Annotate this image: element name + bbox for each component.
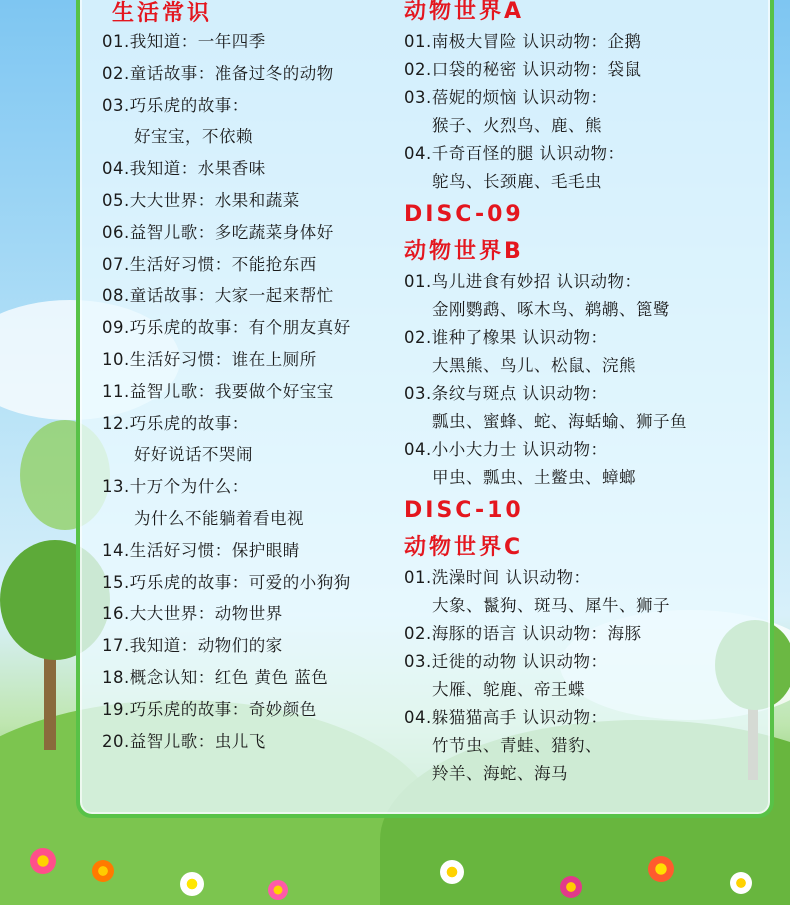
list-item: 07.生活好习惯：不能抢东西 <box>102 254 317 274</box>
list-item: 02.海豚的语言 认识动物：海豚 <box>404 624 642 643</box>
list-item: 01.鸟儿进食有妙招 认识动物： <box>404 272 642 291</box>
disc-header: DISC-09 <box>404 202 524 227</box>
section-header: 动物世界B <box>404 239 524 264</box>
list-item: 16.大大世界：动物世界 <box>102 604 283 624</box>
list-item: 04.小小大力士 认识动物： <box>404 440 608 459</box>
flower-decoration <box>730 872 752 894</box>
list-item: 好好说话不哭闹 <box>134 445 253 465</box>
list-item: 18.概念认知：红色 黄色 蓝色 <box>102 668 329 687</box>
flower-decoration <box>92 860 114 882</box>
list-item: 04.我知道：水果香味 <box>102 159 266 179</box>
flower-decoration <box>648 856 674 882</box>
list-item: 金刚鹦鹉、啄木鸟、鹈鹕、篦鹭 <box>432 300 670 319</box>
list-item: 02.童话故事：准备过冬的动物 <box>102 63 334 83</box>
list-item: 17.我知道：动物们的家 <box>102 636 283 656</box>
list-item: 19.巧乐虎的故事：奇妙颜色 <box>102 699 317 719</box>
list-item: 03.巧乐虎的故事： <box>102 95 249 115</box>
flower-decoration <box>180 872 204 896</box>
list-item: 13.十万个为什么： <box>102 477 249 497</box>
list-item: 甲虫、瓢虫、土鳖虫、蟑螂 <box>432 468 636 487</box>
list-item: 03.迁徙的动物 认识动物： <box>404 652 608 671</box>
list-item: 08.童话故事：大家一起来帮忙 <box>102 286 334 306</box>
flower-decoration <box>30 848 56 874</box>
flower-decoration <box>440 860 464 884</box>
list-item: 竹节虫、青蛙、猎豹、 <box>432 736 602 755</box>
list-item: 12.巧乐虎的故事： <box>102 413 249 433</box>
section-header: 动物世界A <box>404 0 525 24</box>
list-item: 09.巧乐虎的故事：有个朋友真好 <box>102 318 351 338</box>
list-item: 01.洗澡时间 认识动物： <box>404 568 591 587</box>
list-item: 01.我知道：一年四季 <box>102 32 266 51</box>
list-item: 大黑熊、鸟儿、松鼠、浣熊 <box>432 356 636 375</box>
list-item: 羚羊、海蛇、海马 <box>432 764 568 783</box>
list-item: 05.大大世界：水果和蔬菜 <box>102 191 300 210</box>
list-item: 03.蓓妮的烦恼 认识动物： <box>404 88 608 107</box>
list-item: 15.巧乐虎的故事：可爱的小狗狗 <box>102 572 351 592</box>
list-item: 03.条纹与斑点 认识动物： <box>404 384 608 403</box>
list-item: 大雁、鸵鹿、帝王蝶 <box>432 680 585 699</box>
disc-header: DISC-10 <box>404 498 524 523</box>
section-header: 生活常识 <box>112 1 213 26</box>
list-item: 06.益智儿歌：多吃蔬菜身体好 <box>102 222 334 242</box>
flower-decoration <box>560 876 582 898</box>
section-header: 动物世界C <box>404 535 524 560</box>
list-item: 猴子、火烈鸟、鹿、熊 <box>432 116 602 135</box>
list-item: 02.口袋的秘密 认识动物：袋鼠 <box>404 60 642 79</box>
list-item: 02.谁种了橡果 认识动物： <box>404 328 608 347</box>
list-item: 04.千奇百怪的腿 认识动物： <box>404 144 625 163</box>
list-item: 01.南极大冒险 认识动物：企鹅 <box>404 32 642 51</box>
list-item: 04.躲猫猫高手 认识动物： <box>404 708 608 727</box>
list-item: 为什么不能躺着看电视 <box>134 509 304 528</box>
list-item: 20.益智儿歌：虫儿飞 <box>102 731 266 751</box>
flower-decoration <box>268 880 288 900</box>
list-item: 11.益智儿歌：我要做个好宝宝 <box>102 381 334 401</box>
list-item: 鸵鸟、长颈鹿、毛毛虫 <box>432 172 602 191</box>
list-item: 10.生活好习惯：谁在上厕所 <box>102 350 317 369</box>
list-item: 好宝宝，不依赖 <box>134 127 253 147</box>
list-item: 14.生活好习惯：保护眼睛 <box>102 540 300 560</box>
list-item: 瓢虫、蜜蜂、蛇、海蛞蝓、狮子鱼 <box>432 412 687 431</box>
list-item: 大象、鬣狗、斑马、犀牛、狮子 <box>432 596 670 615</box>
